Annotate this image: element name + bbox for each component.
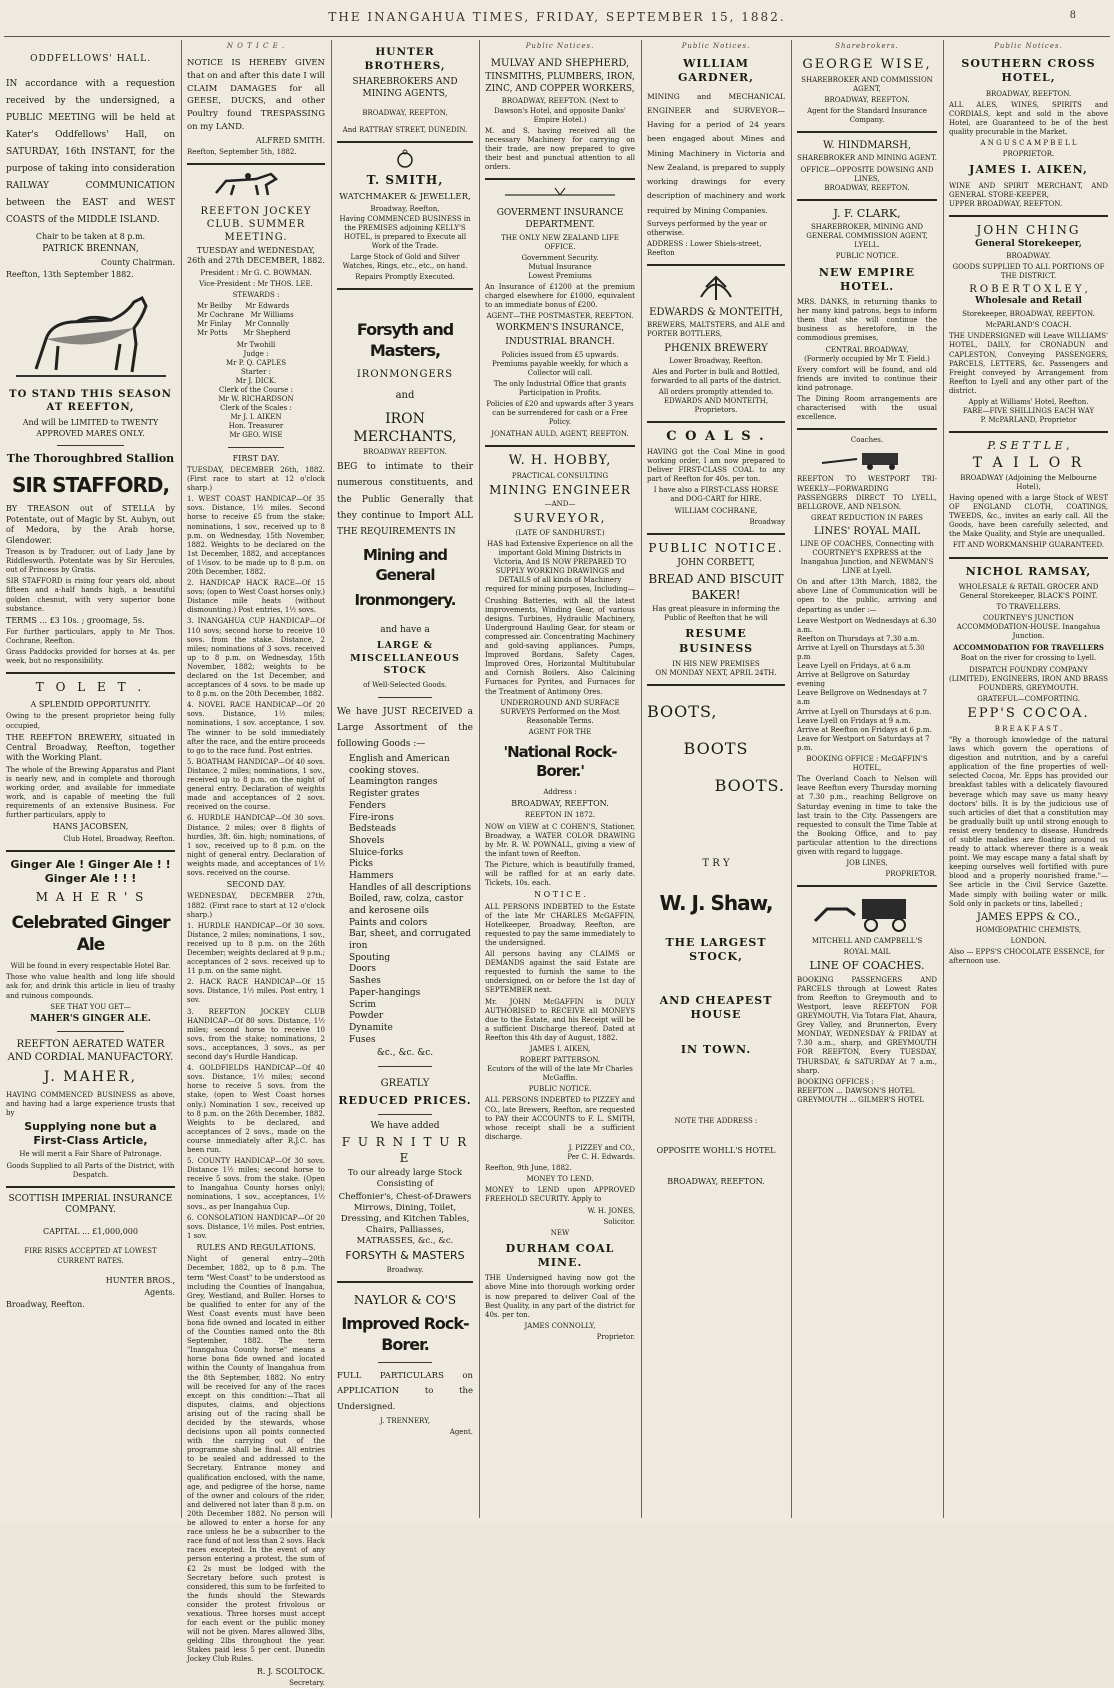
meeting-dates: TUESDAY and WEDNESDAY, 26th and 27th DECEMBER, 1882.: [187, 246, 325, 266]
ginger-line-1: Ginger Ale ! Ginger Ale ! !: [10, 857, 171, 871]
chairman-role: County Chairman.: [101, 257, 175, 267]
poultry-notice: NOTICE IS HEREBY GIVEN that on and after this date I will CLAIM DAMAGES for all GEESE, DUCKS, and other Poultry found TRESPASSING on my LAND.: [187, 58, 325, 132]
hunter-bros: HUNTER BROS.,: [105, 1275, 175, 1285]
column-5: Public Notices. WILLIAM GARDNER, MINING and MECHANICAL ENGINEER and SURVEYOR—Having for a period of 24 years been engaged about Mines and Mining Machinery in Victoria and New Zealand, is prepared to supply working drawings for every description of machinery and work required by Mining Companies. Surveys performed by the year or otherwise. ADDRESS : Lower Shiels-street, Reefton EDWARDS & MONTEITH, BREWERS, MALTSTERS, and ALE and PORTER BOTTLERS, PHŒNIX BREWERY Lower Broadway, Reefton. Ales and Porter in bulk and Bottled, forwarded to all parts of the district. All orders promptly attended to. EDWARDS AND MONTEITH, Proprietors. C O A L S . HAVING got the Coal Mine in good working order, I am now prepared to Deliver FIRST-CLASS COAL to any part of Reefton for 40s. per ton. I have also a FIRST-CLASS HORSE and DOG-CART for HIRE. WILLIAM COCHRANE, Broadway PUBLIC NOTICE. JOHN CORBETT, BREAD AND BISCUIT BAKER! Has great pleasure in informing the Public of Reefton that he will RESUME BUSINESS IN HIS NEW PREMISES ON MONDAY NEXT, APRIL 24TH. BOOTS, BOOTS BOOTS. T R Y W. J. Shaw, THE LARGEST STOCK, AND CHEAPEST HOUSE IN TOWN. NOTE THE ADDRESS : OPPOSITE WOHLL'S HOTEL BROADWAY, REEFTON.: [647, 42, 785, 1186]
stagecoach-illustration: [807, 893, 927, 933]
john-ching: JOHN CHING: [976, 222, 1081, 237]
mining-engineer: MINING ENGINEER: [489, 482, 631, 497]
pedigree-text: BY TREASON out of STELLA by Potentate, out of Magic by St. Aubyn, out of Medora, by the Arab horse, Glendower.: [6, 504, 175, 545]
meeting-date: Reefton, 13th September 1882.: [6, 270, 134, 279]
brewery-text: THE REEFTON BREWERY, situated in Central Broadway, Reefton, together with the Working Plant.: [6, 732, 175, 763]
corbett-name: JOHN CORBETT,: [677, 558, 755, 569]
clark-name: J. F. CLARK,: [833, 206, 901, 220]
london: LONDON.: [1010, 936, 1047, 945]
jockey-club-heading: REEFTON JOCKEY CLUB. SUMMER MEETING.: [200, 206, 312, 244]
surveyor: SURVEYOR,: [513, 511, 607, 526]
masthead: [0, 10, 1114, 32]
crest-ornament: [495, 186, 625, 204]
booking-office: BOOKING OFFICE : McGAFFIN'S HOTEL,: [806, 755, 928, 773]
hindmarsh-name: W. HINDMARSH,: [822, 140, 912, 152]
cheapest-house: AND CHEAPEST HOUSE: [659, 994, 773, 1022]
masthead-title: THE INANGAHUA TIMES, FRIDAY, SEPTEMBER 15, 1882.: [328, 10, 786, 24]
public-notice-6: PUBLIC NOTICE.: [835, 252, 899, 261]
notice-head: N O T I C E .: [226, 42, 286, 50]
mcparland-coach: McPARLAND'S COACH.: [985, 321, 1072, 330]
hunter-brothers: HUNTER BROTHERS,: [364, 46, 446, 72]
resume-business: RESUME BUSINESS: [678, 627, 754, 655]
column-7: Public Notices. SOUTHERN CROSS HOTEL, BROADWAY, REEFTON. ALL ALES, WINES, SPIRITS and CORDIALS, kept and sold in the above Hotel, are Guaranteed to be of the best quality procurable in the Market. A N G U S C A M P B E L L PROPRIETOR. JAMES I. AIKEN, WINE AND SPIRIT MERCHANT, AND GENERAL STORE-KEEPER, UPPER BROADWAY, REEFTON. JOHN CHING General Storekeeper, BROADWAY. GOODS SUPPLIED TO ALL PORTIONS OF THE DISTRICT. R O B E R T O X L E Y , Wholesale and Retail Storekeeper, BROADWAY, REEFTON. McPARLAND'S COACH. THE UNDERSIGNED will Leave WILLIAMS' HOTEL, DAILY, for CRONADUN and CAPLESTON, Conveying PASSENGERS, PARCELS, LETTERS, &c. Passengers and Freight conveyed by Arrangement from Reefton to Lyell and any other part of the district. Apply at Williams' Hotel, Reefton. FARE—FIVE SHILLINGS EACH WAY P. McPARLAND, Proprietor P. S E T T L E , T A I L O R BROADWAY (Adjoining the Melbourne Hotel), Having opened with a large Stock of WEST OF ENGLAND CLOTH, COATINGS, TWEEDS, &c., invites an early call. All the Goods, have been carefully selected, and the Make Quality, and Style are unequalled. FIT AND WORKMANSHIP GUARANTEED. NICHOL RAMSAY, WHOLESALE & RETAIL GROCER AND General Storekeeper, BLACK'S POINT. TO TRAVELLERS. COURTNEY'S JUNCTION ACCOMMODATION-HOUSE. Inangahua Junction. ACCOMMODATION FOR TRAVELLERS Boat on the river for crossing to Lyell. DISPATCH FOUNDRY COMPANY (LIMITED), ENGINEERS, IRON AND BRASS FOUNDERS, GREYMOUTH. GRATEFUL—COMFORTING. EPP'S COCOA. B R E A K F A S T . "By a thorough knowledge of the natural laws which govern the operations of digestion and nutrition, and by a careful application of the fine properties of well-selected Cocoa, Mr. Epps has provided our breakfast tables with a delicately flavoured beverage which may save us many heavy doctors' bills. It is by the judicious use of such articles of diet that a constitution may be gradually built up until strong enough to resist every tendency to disease. Hundreds of subtle maladies are floating around us ready to attack wherever there is a weak point. We may escape many a fatal shaft by keeping ourselves well fortified with pure blood and a properly nourished frame."—See article in the Civil Service Gazette. Made simply with boiling water or milk. Sold only in packets or tins, labelled ; JAMES EPPS & CO., HOMŒOPATHIC CHEMISTS, LONDON. Also — EPPS'S CHOCOLATE ESSENCE, for afternoon use.: [949, 42, 1108, 965]
column-2: N O T I C E . NOTICE IS HEREBY GIVEN that on and after this date I will CLAIM DAMAGES for all GEESE, DUCKS, and other Poultry found TRESPASSING on my LAND. ALFRED SMITH. Reefton, September 5th, 1882. REEFTON JOCKEY CLUB. SUMMER MEETING. TUESDAY and WEDNESDAY, 26th and 27th DECEMBER, 1882. President : Mr G. C. BOWMAN. Vice-President : Mr THOS. LEE. STEWARDS : Mr Beilby Mr Edwards Mr Cochrane Mr Williams Mr Finlay Mr Connolly Mr Potts Mr Shepherd Mr Twohill Judge : Mr P. Q. CAPLES Starter : Mr J. DICK. Clerk of the Course : Mr W. RICHARDSON Clerk of the Scales : Mr J. I. AIKEN Hon. Treasurer Mr GEO. WISE FIRST DAY. TUESDAY, DECEMBER 26th, 1882. (First race to start at 12 o'clock sharp.) 1. WEST COAST HANDICAP—Of 35 sovs. Distance, 1½ miles. Second horse to receive £5 from the stake; nominations, 1 sov., received up to 8 p.m. on Wednesday, 15th November, 1882. Weights to be declared on the 1st December, 1882, and acceptances of 1½sov. to be made up to 8 p.m. on 20th December, 1882. 2. HANDICAP HACK RACE—Of 15 sovs; (open to West Coast horses only.) Distance mile heats (without dismounting.) Post entries, 1½ sovs. 3. INANGAHUA CUP HANDICAP—Of 110 sovs; second horse to receive 10 sovs. from the stake. Distance, 2 miles; nominations of 3 sovs. received up to 8 p.m. on Wednesday, 15th November, 1882; weights to be declared on the 1st December, and acceptances of 4 sovs. to be made up to 8 p.m. on the 20th December, 1882. 4. NOVEL RACE HANDICAP—Of 20 sovs. Distance, 1½ miles; nominations, 1 sov. acceptance, 1 sov. The winner to be sold immediately after the race, and the entire proceeds to go to the race fund. Post entries. 5. BOATHAM HANDICAP—Of 40 sovs. Distance, 2 miles; nominations, 1 sov., received up to 8 p.m. on the night of general entry. Declaration of weights made and acceptances of 2 sovs. received on the course. 6. HURDLE HANDICAP—Of 30 sovs. Distance, 2 miles; over 8 flights of hurdles, 3ft. 6in. high; nominations, of 1 sov., received up to 8 p.m. on the night of general entry. Declaration of weights made, and acceptances of 1½ sovs. received on the course. SECOND DAY. WEDNESDAY, DECEMBER 27th, 1882. (First race to start at 12 o'clock sharp.) 1. HURDLE HANDICAP—Of 30 sovs. Distance, 2 miles; nominations, 1 sov., received up to 8 p.m. on the 26th December; weights declared at 9 p.m.; acceptances of 2 sovs. received up to 11 p.m. on the same night. 2. HACK RACE HANDICAP—Of 15 sovs. Distance, 1½ miles. Post entry, 1 sov. 3. REEFTON JOCKEY CLUB HANDICAP—Of 80 sovs. Distance, 1½ miles; second horse to receive 10 sovs. from the stake; nominations, 2 sovs., acceptances, 3 sovs., as per second day's Hurdle Handicap. 4. GOLDFIELDS HANDICAP—Of 40 sovs. Distance, 1½ miles; second horse to receive 5 sovs. from the stake, (open to West Coast horses only.) Nomination 1 sov., received up to 8 p.m. on the 26th December, 1882. Weights to be declared, and acceptances of 2 sovs., made on the course immediately after R.J.C. has been run. 5. COUNTY HANDICAP—Of 30 sovs. Distance 1½ miles; second horse to receive 5 sovs. from the stake. (Open to Inangahua County horses only); nominations, 1 sov., acceptances, 1½ sovs., as per Inangahua Cup. 6. CONSOLATION HANDICAP—Of 20 sovs. Distance, 1½ miles. Post entries, 1 sov. RULES AND REGULATIONS. Night of general entry—20th December, 1882, up to 8 p.m. The term "West Coast" to be understood as including the Counties of Inangahua, Grey, Westland, and Buller. Horses to be qualified to enter for any of the West Coast events must have been bona fide owned and located in either of the Counties named onto the 8th September, 1882. The term "Inangahua County horse" means a horse bona fide owned and located within the County of Inangahua from the 8th September, 1882. No entry will be received for any of the races except on this condition:—That all disputes, claims, and objections arising out of the racing shall be decided by the stewards, whose decisions upon all points connected with the carrying out of the programme shall be final. All entries to be sealed and addressed to the Secretary. Entrance money and qualification enclosed, with the name, age, and pedigree of the horse, name of the owner and colours of the rider, and delivered not later than 8 p.m. on 20th December 1882. No person will be allowed to enter a horse for any race unless he be a subscriber to the race fund of not less than 2 sovs. Hack races excepted. In the event of any person entering a protest, the sum of £2 2s must be lodged with the Secretary before such protest is considered, this sum to be forfeited to the funds should the Stewards consider the protest frivolous or vexatious. Three horses must accept for each event or the public money will not be given. Mares allowed 3lbs, gelding 2lbs throughout the year. Stakes paid less 5 per cent. Dunedin Jockey Club Rules. R. J. SCOLTOCK. Secretary.: [187, 42, 325, 1687]
oddfellows-title: ODDFELLOWS' HALL.: [30, 54, 151, 64]
only-nz-life: THE ONLY NEW ZEALAND LIFE OFFICE.: [501, 233, 619, 251]
aerated-heading: REEFTON AERATED WATER AND CORDIAL MANUFACTORY.: [7, 1039, 174, 1064]
ironmongers: IRONMONGERS: [356, 368, 454, 380]
broadway-line: Broadway, Reefton.: [6, 1300, 85, 1310]
column-3: HUNTER BROTHERS, SHAREBROKERS AND MINING AGENTS, BROADWAY, REEFTON, And RATTRAY STREET, DUNEDIN. T. SMITH, WATCHMAKER & JEWELLER, Broadway, Reefton, Having COMMENCED BUSINESS in the PREMISES adjoining KELLY'S HOTEL, is prepared to Execute all Work of the Trade. Large Stock of Gold and Silver Watches, Rings, etc., etc., on hand. Repairs Promptly Executed. Forsyth and Masters, IRONMONGERS and IRON MERCHANTS, BROADWAY REEFTON. BEG to intimate to their numerous constituents, and the Public Generally that they continue to Import ALL THE REQUIREMENTS IN Mining and General Ironmongery. and have a LARGE & MISCELLANEOUS STOCK of Well-Selected Goods. We have JUST RECEIVED a Large Assortment of the following Goods :— English and American cooking stoves. Leamington ranges Register grates Fenders Fire-irons Bedsteads Shovels Sluice-forks Picks Hammers Handles of all descriptions Boiled, raw, colza, castor and kerosene oils Paints and colors Bar, sheet, and corrugated iron Spouting Doors Sashes Paper-hangings Scrim Powder Dynamite Fuses &c., &c. &c. GREATLY REDUCED PRICES. We have added F U R N I T U R E To our already large Stock Consisting of Cheffonier's, Chest-of-Drawers Mirrows, Dining, Toilet, Dressing, and Kitchen Tables, Chairs, Palliasses, MATRASSES, &c., &c. FORSYTH & MASTERS Broadway. NAYLOR & CO'S Improved Rock-Borer. FULL PARTICULARS on APPLICATION to the Undersigned. J. TRENNERY, Agent.: [337, 46, 473, 1437]
royal-mail: ROYAL MAIL: [843, 948, 891, 957]
edwards-monteith: EDWARDS & MONTEITH,: [649, 307, 783, 319]
tinsmiths: TINSMITHS, PLUMBERS, IRON, ZINC, AND COPPER WORKERS,: [485, 72, 635, 94]
meeting-notice: IN accordance with a requestion received by the undersigned, a PUBLIC MEETING will be held at Kater's Oddfellows' Hall, on SATURDAY, 16th INSTANT, for the purpose of taking into consideration RAILWAY COMMUNICATION between the EAST and WEST COASTS of the MIDDLE ISLAND.: [6, 78, 175, 226]
horse-name: SIR STAFFORD,: [11, 473, 170, 498]
coals-heading: C O A L S .: [666, 429, 766, 445]
maher-name: J. MAHER,: [43, 1069, 138, 1086]
coach-illustration: [812, 449, 922, 471]
greatly: GREATLY: [380, 1077, 430, 1089]
new-empire-hotel: NEW EMPIRE HOTEL.: [818, 265, 916, 293]
c5-head: Public Notices.: [681, 42, 751, 50]
boots-2: BOOTS: [683, 738, 749, 758]
epps-co: JAMES EPPS & CO.,: [976, 911, 1081, 923]
found-line: Will be found in every respectable Hotel Bar.: [10, 962, 171, 971]
southern-cross: SOUTHERN CROSS HOTEL,: [961, 57, 1096, 85]
limited-line: And will be LIMITED to TWENTY APPROVED MARES ONLY.: [22, 418, 159, 438]
opposite-hotel: OPPOSITE WOHLL'S HOTEL: [656, 1146, 776, 1156]
ginger-line-2: Ginger Ale ! ! !: [44, 872, 137, 886]
sharebrokers-line: SHAREBROKERS AND MINING AGENTS,: [352, 77, 458, 99]
shaw-name: W. J. Shaw,: [659, 890, 773, 915]
scoltock-name: R. J. SCOLTOCK.: [256, 1666, 325, 1676]
alfred-smith: ALFRED SMITH.: [255, 135, 325, 145]
phoenix-icon: [696, 272, 736, 302]
line-of-coaches: LINE OF COACHES.: [809, 959, 925, 973]
public-notice: PUBLIC NOTICE.: [648, 540, 784, 555]
broadway-reefton: BROADWAY, REEFTON.: [511, 799, 609, 809]
page-number: 8: [1069, 10, 1078, 21]
durham-coal: DURHAM COAL MINE.: [505, 1241, 615, 1270]
broadway-reefton-5: BROADWAY, REEFTON.: [667, 1176, 765, 1186]
watchmaker-line: WATCHMAKER & JEWELLER,: [339, 192, 471, 203]
iron-merchants: IRON MERCHANTS,: [353, 410, 457, 446]
nichol-ramsay: NICHOL RAMSAY,: [965, 564, 1092, 578]
c7-head: Public Notices.: [994, 42, 1063, 50]
bread-biscuit: BREAD AND BISCUIT BAKER!: [648, 571, 784, 602]
broadway-address: BROADWAY, REEFTON,: [362, 108, 448, 117]
robert-oxley: R O B E R T O X L E Y ,: [969, 284, 1088, 296]
homoeopathic: HOMŒOPATHIC CHEMISTS,: [975, 925, 1082, 934]
dunedin-address: And RATTRAY STREET, DUNEDIN.: [342, 125, 468, 134]
first-day: FIRST DAY.: [232, 453, 280, 463]
rules-heading: RULES AND REGULATIONS.: [196, 1242, 316, 1252]
gardner-name: WILLIAM GARDNER,: [677, 57, 755, 85]
t-smith: T. SMITH,: [366, 172, 444, 187]
industrial-branch: INDUSTRIAL BRANCH.: [505, 337, 615, 348]
wholesale-retail: Wholesale and Retail: [975, 296, 1082, 307]
column-6: Sharebrokers. GEORGE WISE, SHAREBROKER AND COMMISSION AGENT, BROADWAY, REEFTON. Agent for the Standard Insurance Company. W. HINDMARSH, SHAREBROKER AND MINING AGENT. OFFICE—OPPOSITE DOWSING AND LINES, BROADWAY, REEFTON. J. F. CLARK, SHAREBROKER, MINING AND GENERAL COMMISSION AGENT, LYELL. PUBLIC NOTICE. NEW EMPIRE HOTEL. MRS. DANKS, in returning thanks to her many kind patrons, begs to inform them that she will continue the business as heretofore, in the commodious premises, CENTRAL BROADWAY, (Formerly occupied by Mr T. Field.) Every comfort will be found, and old friends are invited to continue their kind patronage. The Dining Room arrangements are characterised with the usual excellence. Coaches. REEFTON TO WESTPORT TRI-WEEKLY—FORWARDING PASSENGERS DIRECT TO LYELL, BELLGROVE, AND NELSON. GREAT REDUCTION IN FARES LINES' ROYAL MAIL LINE OF COACHES, Connecting with COURTNEY'S EXPRESS at the Inangahua Junction, and NEWMAN'S LINE at Lyell. On and after 13th March, 1882, the above Line of Communication will be open to the public, arriving and departing as under :— Leave Westport on Wednesdays at 6.30 a.m. Reefton on Thursdays at 7.30 a.m. Arrive at Lyell on Thursdays at 5.30 p.m Leave Lyell on Fridays, at 6 a.m Arrive at Bellgrove on Saturday evening Leave Bellgrove on Wednesdays at 7 a.m Arrive at Lyell on Thursdays at 6 p.m. Leave Lyell on Fridays at 9 a.m. Arrive at Reefton on Fridays at 6 p.m. Leave for Westport on Saturdays at 7 p.m. BOOKING OFFICE : McGAFFIN'S HOTEL, The Overland Coach to Nelson will leave Reefton every Thursday morning at 7.30 p.m., reaching Bellgrove on Saturday evening in time to take the last train to the City. Passengers are requested to consult the Time Table at the Booking Office, and to pay particular attention to the directions given with regard to luggage. JOB LINES, PROPRIETOR. MITCHELL AND CAMPBELL'S ROYAL MAIL LINE OF COACHES. BOOKING PASSENGERS AND PARCELS through at Lowest Rates from Reefton to Greymouth and to Westport, leave REEFTON FOR GREYMOUTH, Via Totara Flat, Ahaura, Grey Valley, and Brunnerton, Every MONDAY, WEDNESDAY & FRIDAY at 7.30 a.m., sharp, and GREYMOUTH FOR REEFTON, Every TUESDAY, THURSDAY, & SATURDAY At 7 a.m., sharp. BOOKING OFFICES : REEFTON ... DAWSON'S HOTEL GREYMOUTH ... GILMER'S HOTEL: [797, 42, 937, 1104]
accommodation: ACCOMMODATION FOR TRAVELLERS: [953, 643, 1104, 653]
mahers-ginger-ale: MAHER'S GINGER ALE.: [30, 1013, 151, 1024]
forsyth-masters-2: FORSYTH & MASTERS: [345, 1249, 465, 1263]
national-rock-borer: 'National Rock-Borer.': [503, 742, 617, 781]
large-stock: LARGE & MISCELLANEOUS STOCK: [350, 640, 460, 677]
job-lines: JOB LINES,: [846, 859, 888, 868]
capital-line: CAPITAL ... £1,000,000: [43, 1227, 138, 1237]
scottish-heading: SCOTTISH IMPERIAL INSURANCE COMPANY.: [8, 1193, 173, 1216]
column-4: Public Notices. MULVAY AND SHEPHERD, TINSMITHS, PLUMBERS, IRON, ZINC, AND COPPER WORKERS, BROADWAY, REEFTON. (Next to Dawson's Hotel, and opposite Danks' Empire Hotel.) M. and S. having received all the necessary Machinery for carrying on their trade, are now prepared to give their best and punctual attention to all orders. GOVERMENT INSURANCE DEPARTMENT. THE ONLY NEW ZEALAND LIFE OFFICE. Government Security. Mutual Insurance Lowest Premiums An Insurance of £1200 at the premium charged elsewhere for £1000, equivalent to an immediate bonus of £200. AGENT—THE POSTMASTER, REEFTON. WORKMEN'S INSURANCE, INDUSTRIAL BRANCH. Policies issued from £5 upwards. Premiums payable weekly, for which a Collector will call. The only Industrial Office that grants Participation in Profits. Policies of £20 and upwards after 3 years can be surrendered for cash or a Free Policy. JONATHAN AULD, AGENT, REEFTON. W. H. HOBBY, PRACTICAL CONSULTING MINING ENGINEER —AND— SURVEYOR, (LATE OF SANDHURST.) HAS had Extensive Experience on all the important Gold Mining Districts in Victoria, And IS NOW PREPARED TO SUPPLY WORKING DRAWINGS and DETAILS of all kinds of Machinery required for mining purposes, Including— Crushing Batteries, with all the latest improvements, Winding Gear, of various designs. Turbines, Hydraulic Machinery, Underground Hauling Gear, for steam or compressed air. Concentrating Machinery and gold-saving appliances. Pumps, Improved Bordans, Safety Cages, Improved Ores, Horizontal Multitubular and Cornish Boilers. Also Calcining Furnaces for Pyrites, and Furnaces for the Treatment of Antimony Ores. UNDERGROUND AND SURFACE SURVEYS Performed on the Most Reasonable Terms. AGENT FOR THE 'National Rock-Borer.' Address : BROADWAY, REEFTON. REEFTON IN 1872. NOW on VIEW at C COHEN'S, Stationer, Broadway, a WATER COLOR DRAWING by Mr. R. W. POWNALL, giving a view of the infant town of Reefton. The Picture, which is beautifully framed, will be raffled for at an early date. Tickets, 10s. each. N O T I C E . ALL PERSONS INDEBTED to the Estate of the late Mr CHARLES McGAFFIN, Hotelkeeper, Broadway, Reefton, are requested to pay the same immediately to the undersigned. All persons having any CLAIMS or DEMANDS against the said Estate are requested to furnish the same to the undersigned, on or before the 1st day of SEPTEMBER next. Mr. JOHN McGAFFIN is DULY AUTHORISED to RECEIVE all MONEYS due to the Estate, and his Receipt will be a sufficient Discharge thereof. Dated at Reefton this 4th day of August, 1882. JAMES I. AIKEN, ROBERT PATTERSON. Ecutors of the will of the late Mr Charles McGaffin. PUBLIC NOTICE. ALL PERSONS INDEBTED to PIZZEY and CO., late Brewers, Reefton, are requested to PAY their ACCOUNTS to F. L. SMITH, whose receipt shall be a sufficient discharge. J. PIZZEY and CO., Per C. H. Edwards. Reefton, 9th June, 1882. MONEY TO LEND. MONEY to LEND upon APPROVED FREEHOLD SECURITY. Apply to W. H. JONES, Solicitor. NEW DURHAM COAL MINE. THE Undersigned having now got the above Mine into thorough working order is now prepared to deliver Coal of the Best Quality, in any part of the district for 40s. per ton. JAMES CONNOLLY, Proprietor.: [485, 42, 635, 1341]
epps-cocoa: EPP'S COCOA.: [967, 705, 1090, 721]
terms-line: TERMS ... £3 10s. ; groomage, 5s.: [6, 615, 145, 625]
jacobsen-name: HANS JACOBSEN,: [52, 822, 129, 832]
chair-line: Chair to be taken at 8 p.m.: [35, 231, 146, 241]
c6-head: Sharebrokers.: [835, 42, 899, 50]
boots-3: BOOTS.: [714, 775, 785, 795]
general-storekeeper: General Storekeeper,: [975, 238, 1082, 249]
note-address: NOTE THE ADDRESS :: [674, 1117, 758, 1126]
try-word: T R Y: [702, 857, 730, 869]
boots-1: BOOTS,: [647, 702, 718, 722]
in-town: IN TOWN.: [680, 1042, 752, 1056]
furniture: F U R N I T U R E: [341, 1134, 469, 1165]
president-line: President : Mr G. C. BOWMAN.: [200, 268, 312, 277]
hobby-name: W. H. HOBBY,: [508, 452, 612, 468]
notice-heading: N O T I C E .: [534, 890, 586, 900]
mining-general: Mining and General: [362, 546, 448, 584]
reduced-prices: REDUCED PRICES.: [338, 1093, 472, 1107]
practical-consulting: PRACTICAL CONSULTING: [511, 471, 609, 480]
ironmongery: Ironmongery.: [354, 591, 456, 610]
secretary-title: Secretary.: [289, 1678, 325, 1687]
p-settle: P. S E T T L E ,: [987, 439, 1070, 453]
wise-name: GEORGE WISE,: [802, 57, 932, 73]
improved-rock-borer: Improved Rock-Borer.: [341, 1314, 469, 1355]
angus-campbell: A N G U S C A M P B E L L: [980, 139, 1077, 148]
mulvay-shepherd: MULVAY AND SHEPHERD,: [490, 58, 630, 70]
fire-risks: FIRE RISKS ACCEPTED AT LOWEST CURRENT RATES.: [24, 1247, 157, 1265]
phoenix-brewery: PHŒNIX BREWERY: [664, 342, 768, 354]
celebrated-ginger-ale: Celebrated Ginger Ale: [11, 913, 170, 956]
tailor: T A I L O R: [972, 454, 1085, 471]
mahers-heading: M A H E R ' S: [35, 890, 146, 905]
mitchell-campbell: MITCHELL AND CAMPBELL'S: [811, 937, 923, 946]
money-to-lend: MONEY TO LEND.: [526, 1175, 594, 1184]
connolly-proprietor: Proprietor.: [596, 1332, 635, 1341]
breakfast: B R E A K F A S T .: [994, 724, 1063, 733]
chairman-name: PATRICK BRENNAN,: [42, 243, 139, 254]
workmens-insurance: WORKMEN'S INSURANCE,: [496, 323, 624, 334]
trennery-agent: Agent.: [449, 1428, 473, 1437]
govt-insurance: GOVERMENT INSURANCE DEPARTMENT.: [496, 208, 624, 230]
lines-royal-mail: LINES' ROYAL MAIL: [813, 525, 921, 537]
c4-head: Public Notices.: [525, 42, 595, 50]
naylor: NAYLOR & CO'S: [353, 1292, 457, 1307]
horse-illustration: [16, 284, 166, 384]
aiken-7: JAMES I. AIKEN,: [969, 163, 1088, 177]
aiken-name: JAMES I. AIKEN,: [529, 1045, 591, 1054]
to-let-heading: T O L E T .: [35, 680, 146, 695]
jones-name: W. H. JONES,: [587, 1206, 635, 1215]
column-1: ODDFELLOWS' HALL. IN accordance with a requestion received by the undersigned, a PUBLIC MEETING will be held at Kater's Oddfellows' Hall, on SATURDAY, 16th INSTANT, for the purpose of taking into consideration RAILWAY COMMUNICATION between the EAST and WEST COASTS of the MIDDLE ISLAND. Chair to be taken at 8 p.m. PATRICK BRENNAN, County Chairman. Reefton, 13th September 1882. TO STAND THIS SEASON AT REEFTON, And will be LIMITED to TWENTY APPROVED MARES ONLY. The Thoroughbred Stallion SIR STAFFORD, BY TREASON out of STELLA by Potentate, out of Magic by St. Aubyn, out of Medora, by the Arab horse, Glendower. Treason is by Traducer, out of Lady Jane by Riddlesworth. Potentate was by Sir Hercules, out of Princess by Gratis. SIR STAFFORD is rising four years old, about fifteen and a-half hands high, a beautiful golden chesnut, with very superior bone substance. TERMS ... £3 10s. ; groomage, 5s. For further particulars, apply to Mr Thos. Cochrane, Reefton. Grass Paddocks provided for horses at 4s. per week, but no responsibility. T O L E T . A SPLENDID OPPORTUNITY. Owing to the present proprietor being fully occupied, THE REEFTON BREWERY, situated in Central Broadway, Reefton, together with the Working Plant. The whole of the Brewing Apparatus and Plant is nearly new, and in complete and thorough working order, and available for immediate work, and is capable of meeting the full requirements of an extensive Business. For further particulars, apply to HANS JACOBSEN, Club Hotel, Broadway, Reefton. Ginger Ale ! Ginger Ale ! ! Ginger Ale ! ! ! M A H E R ' S Celebrated Ginger Ale Will be found in every respectable Hotel Bar. Those who value health and long life should ask for, and drink this article in lieu of trashy and ruinous compounds. SEE THAT YOU GET— MAHER'S GINGER ALE. REEFTON AERATED WATER AND CORDIAL MANUFACTORY. J. MAHER, HAVING COMMENCED BUSINESS as above, and having had a large experience trusts that by Supplying none but a First-Class Article, He will merit a Fair Share of Patronage. Goods Supplied to all Parts of the District, with Despatch. SCOTTISH IMPERIAL INSURANCE COMPANY. CAPITAL ... £1,000,000 FIRE RISKS ACCEPTED AT LOWEST CURRENT RATES. HUNTER BROS., Agents. Broadway, Reefton.: [6, 54, 175, 1310]
supplying-line: Supplying none but a First-Class Article,: [24, 1119, 157, 1148]
trennery: J. TRENNERY,: [379, 1416, 431, 1425]
fit-workmanship: FIT AND WORKMANSHIP GUARANTEED.: [952, 541, 1105, 550]
second-day: SECOND DAY.: [226, 880, 286, 890]
coaches-head: Coaches.: [850, 436, 884, 445]
largest-stock: THE LARGEST STOCK,: [665, 935, 767, 963]
see-line: SEE THAT YOU GET—: [50, 1002, 131, 1011]
cochrane-name: WILLIAM COCHRANE,: [674, 506, 758, 515]
and-word: and: [395, 389, 415, 401]
top-rule: [4, 36, 1110, 37]
race-horse-illustration: [196, 171, 316, 201]
connolly-name: JAMES CONNOLLY,: [524, 1321, 596, 1330]
stallion-heading: The Thoroughbred Stallion: [6, 452, 175, 466]
agents-line: Agents.: [144, 1288, 175, 1298]
forsyth-masters: Forsyth and Masters,: [356, 320, 454, 361]
opportunity-line: A SPLENDID OPPORTUNITY.: [30, 700, 151, 710]
stand-heading: TO STAND THIS SEASON AT REEFTON,: [9, 389, 172, 414]
watch-icon: [395, 149, 415, 169]
